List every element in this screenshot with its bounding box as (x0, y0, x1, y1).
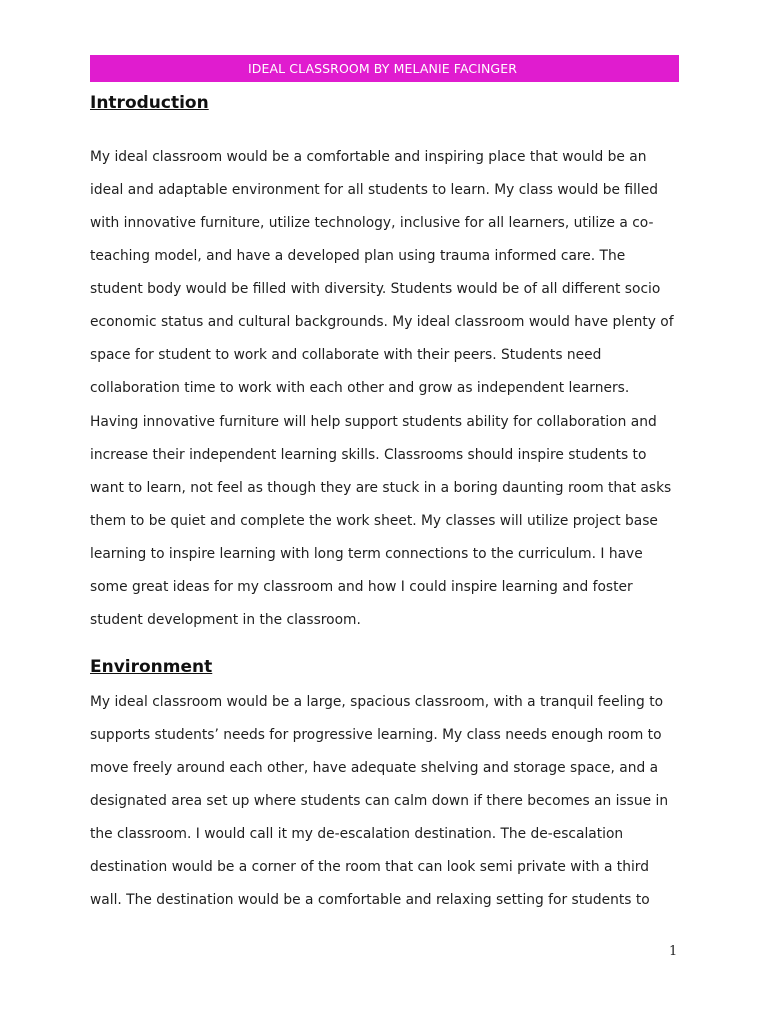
paragraph-line: My ideal classroom would be a large, spacious classroom, with a tranquil feeling to (90, 694, 664, 710)
paragraph-line: them to be quiet and complete the work sheet. My classes will utilize project base (90, 512, 658, 529)
paragraph-line: supports students’ needs for progressive learning. My class needs enough room to (90, 727, 662, 744)
paragraph-line: learning to inspire learning with long term connections to the curriculum. I have (90, 545, 643, 562)
paragraph-line: destination would be a corner of the room that can look semi private with a third (90, 859, 649, 876)
paragraph-line: collaboration time to work with each other and grow as independent learners. (90, 380, 630, 397)
environment-heading: Environment (90, 657, 213, 677)
paragraph-line: My ideal classroom would be a comfortable and inspiring place that would be an (90, 149, 647, 165)
paragraph-line: teaching model, and have a developed plan using trauma informed care. The (90, 248, 626, 265)
paragraph-line: want to learn, not feel as though they are stuck in a boring daunting room that asks (90, 479, 672, 496)
paragraph-line: with innovative furniture, utilize technology, inclusive for all learners, utilize a co- (90, 215, 654, 232)
paragraph-line: space for student to work and collaborate with their peers. Students need (90, 347, 602, 364)
paragraph-line: move freely around each other, have adequate shelving and storage space, and a (90, 760, 659, 777)
paragraph-line: the classroom. I would call it my de-escalation destination. The de-escalation (90, 826, 624, 843)
document-title-banner: IDEAL CLASSROOM BY MELANIE FACINGER (90, 55, 679, 82)
page-number: 1 (669, 944, 678, 959)
introduction-heading: Introduction (90, 93, 209, 113)
paragraph-line: student development in the classroom. (90, 611, 361, 628)
paragraph-line: economic status and cultural backgrounds. My ideal classroom would have plenty of (90, 314, 674, 331)
paragraph-line: increase their independent learning skills. Classrooms should inspire students to (90, 446, 647, 463)
paragraph-line: student body would be filled with diversity. Students would be of all different socio (90, 281, 661, 298)
environment-paragraph (90, 692, 690, 923)
paragraph-line: some great ideas for my classroom and how I could inspire learning and foster (90, 578, 633, 595)
paragraph-line: wall. The destination would be a comfortable and relaxing setting for students to (90, 892, 650, 909)
paragraph-line: designated area set up where students can calm down if there becomes an issue in (90, 793, 669, 810)
paragraph-line: ideal and adaptable environment for all students to learn. My class would be filled (90, 182, 659, 199)
paragraph-line: Having innovative furniture will help support students ability for collaboration and (90, 413, 657, 430)
introduction-paragraph (90, 147, 690, 643)
